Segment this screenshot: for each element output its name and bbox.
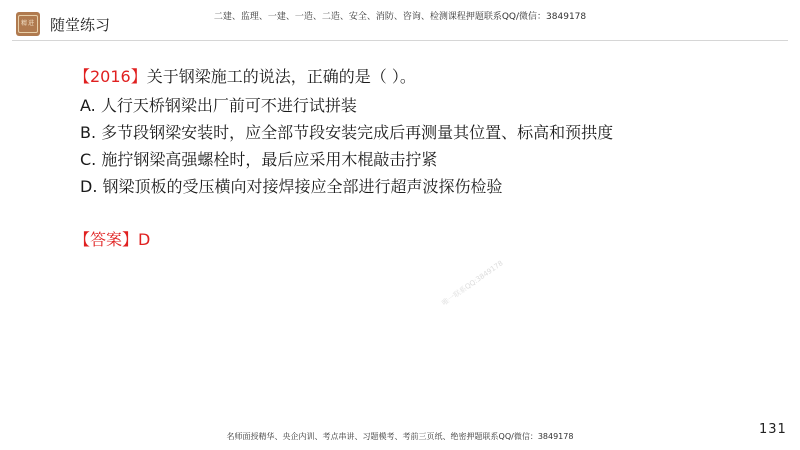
question-year-tag: 【2016】: [74, 67, 147, 86]
top-contact-note: 二建、监理、一建、一造、二造、安全、消防、咨询、检测课程押题联系QQ/微信：3849178: [213, 12, 587, 22]
section-title: 随堂练习: [50, 16, 111, 34]
answer-label: 【答案】: [74, 230, 139, 249]
question-text: 关于钢梁施工的说法，正确的是（ ）。: [146, 67, 416, 86]
watermark-text: 唯一联系QQ:3849178: [440, 259, 505, 308]
option-b: B. 多节段钢梁安装时，应全部节段安装完成后再测量其位置、标高和预拱度: [80, 123, 614, 142]
option-a: A. 人行天桥钢梁出厂前可不进行试拼装: [80, 96, 357, 115]
page-number: 131: [759, 422, 787, 437]
option-c: C. 施拧钢梁高强螺栓时，最后应采用木棍敲击拧紧: [80, 150, 438, 169]
brand-logo-text: 精进: [18, 15, 38, 33]
footer-contact-note: 名师面授精华、央企内训、考点串讲、习题模考、考前三页纸、绝密押题联系QQ/微信：3849178: [226, 432, 574, 441]
answer-line: [74, 227, 150, 250]
option-d: D. 钢梁顶板的受压横向对接焊接应全部进行超声波探伤检验: [80, 177, 503, 196]
question-stem: [74, 64, 416, 87]
answer-value: D: [138, 230, 151, 249]
header-divider: [12, 40, 788, 41]
